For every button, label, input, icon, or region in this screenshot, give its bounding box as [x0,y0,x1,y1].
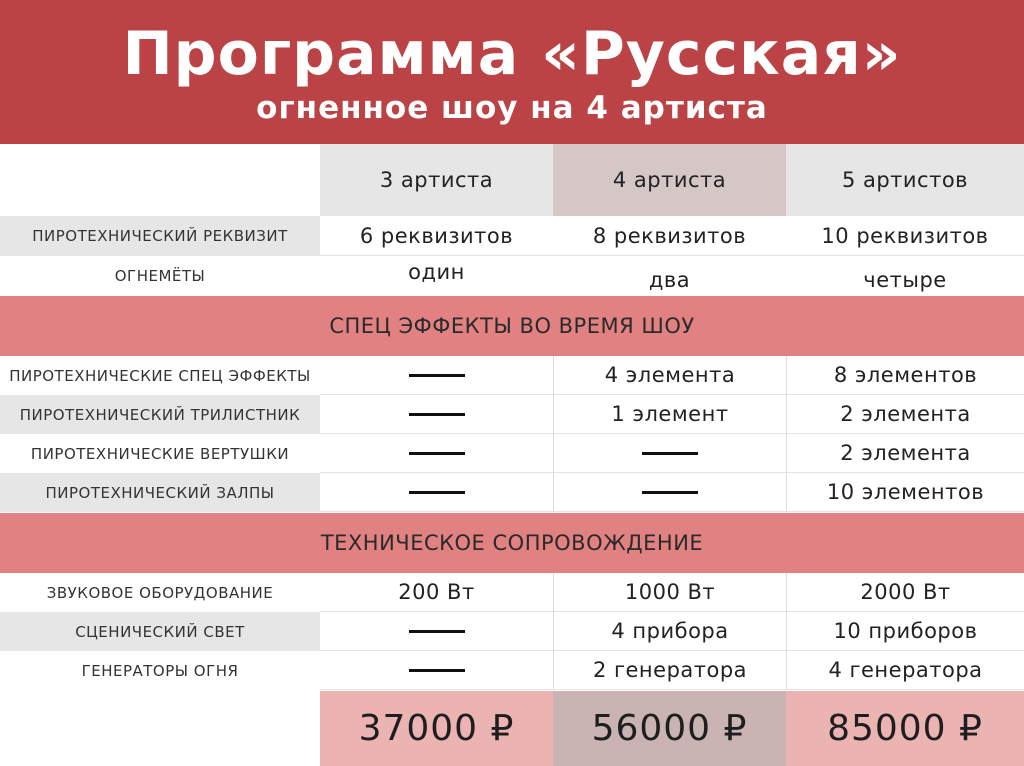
cell-value: два [648,268,691,292]
cell-value: 2 элемента [786,434,1024,473]
price-3-artists: 37000 ₽ [320,691,553,766]
cell-value: 2 генератора [553,651,786,690]
table-row [0,356,1024,395]
empty-dash [320,395,553,434]
price-5-artists: 85000 ₽ [786,691,1024,766]
dash-line [409,630,465,633]
cell-value: 6 реквизитов [320,216,553,256]
cell-value: 10 приборов [786,612,1024,651]
empty-dash [553,473,786,512]
section-header-effects: СПЕЦ ЭФФЕКТЫ ВО ВРЕМЯ ШОУ [0,296,1024,356]
empty-dash [320,612,553,651]
dash-line [642,491,698,494]
cell-value: 8 элементов [786,356,1024,395]
section-header-tech: ТЕХНИЧЕСКОЕ СОПРОВОЖДЕНИЕ [0,513,1024,573]
cell-value: 4 генератора [786,651,1024,690]
row-label: ОГНЕМЁТЫ [114,267,206,285]
price-4-artists: 56000 ₽ [553,691,786,766]
dash-line [409,452,465,455]
cell-value: 2 элемента [786,395,1024,434]
table-row [0,395,1024,434]
cell-value: 200 Вт [320,573,553,612]
empty-dash [553,434,786,473]
header-banner [0,0,1024,144]
columns-header-row [0,144,1024,216]
table-row [0,612,1024,651]
row-label: ГЕНЕРАТОРЫ ОГНЯ [81,661,239,680]
empty-dash [320,473,553,512]
column-header-4-artists: 4 артиста [553,144,786,216]
dash-line [409,374,465,377]
row-label: ПИРОТЕХНИЧЕСКИЕ СПЕЦ ЭФФЕКТЫ [9,366,311,385]
row-label: ПИРОТЕХНИЧЕСКИЕ ВЕРТУШКИ [30,444,290,463]
dash-line [642,452,698,455]
empty-dash [320,356,553,395]
row-label: ПИРОТЕХНИЧЕСКИЙ ТРИЛИСТНИК [0,395,320,434]
cell-value: один [408,260,465,284]
page-subtitle: огненное шоу на 4 артиста [256,90,768,126]
row-label: ПИРОТЕХНИЧЕСКИЙ ЗАЛПЫ [0,473,320,512]
row-label: ПИРОТЕХНИЧЕСКИЙ РЕКВИЗИТ [0,216,320,256]
empty-dash [320,434,553,473]
cell-value: 10 элементов [786,473,1024,512]
cell-value: 4 элемента [553,356,786,395]
dash-line [409,491,465,494]
table-row [0,651,1024,690]
cell-value: 1 элемент [553,395,786,434]
cell-value: четыре [863,268,947,292]
column-header-3-artists: 3 артиста [320,144,553,216]
cell-value: 2000 Вт [786,573,1024,612]
table-row [0,573,1024,612]
table-row [0,216,1024,256]
cell-value: 10 реквизитов [786,216,1024,256]
cell-value: 8 реквизитов [553,216,786,256]
cell-value: 1000 Вт [553,573,786,612]
empty-dash [320,651,553,690]
price-row-label [0,691,320,766]
dash-line [409,413,465,416]
table-row [0,473,1024,512]
table-row [0,434,1024,473]
page-title: Программа «Русская» [122,19,902,89]
table-row [0,256,1024,296]
column-header-5-artists: 5 артистов [786,144,1024,216]
row-label: СЦЕНИЧЕСКИЙ СВЕТ [0,612,320,651]
dash-line [409,669,465,672]
price-row [0,691,1024,766]
row-label: ЗВУКОВОЕ ОБОРУДОВАНИЕ [46,583,274,602]
cell-value: 4 прибора [553,612,786,651]
